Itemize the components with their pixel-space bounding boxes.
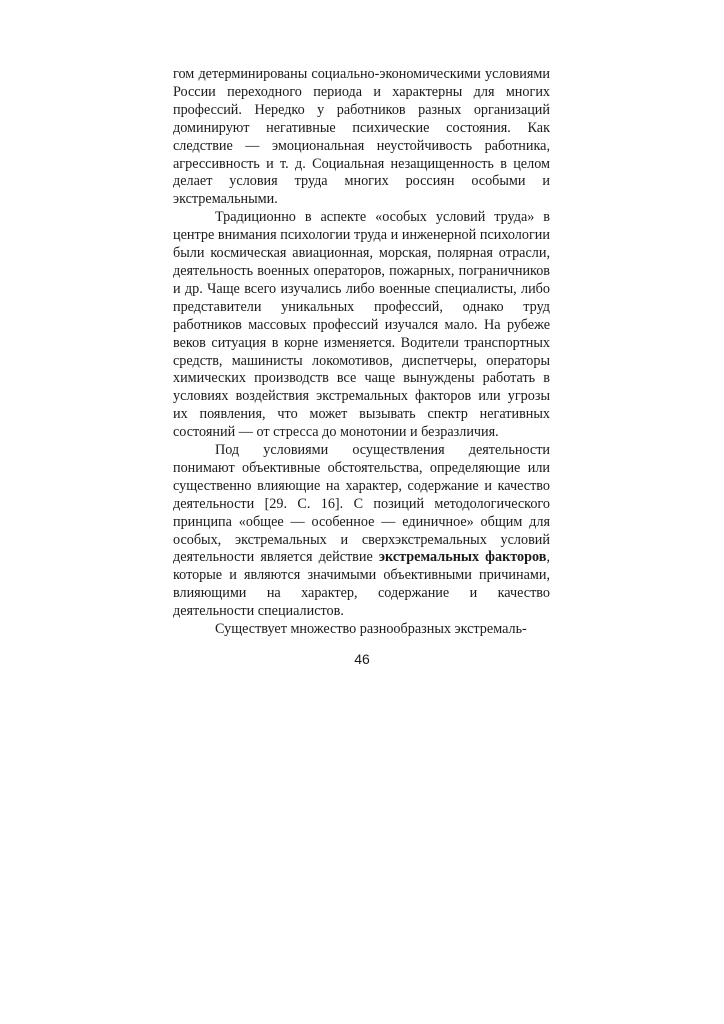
- paragraph-4: [173, 621, 550, 639]
- paragraph-2-text: Традиционно в аспекте «особых условий труда» в центре внимания психологии труда и инженерной психологии были космическая авиационная, морская, полярная отрасли, деятельность военных операторов, пожарных, пограничников и др. Чаще всего изучались либо военные специалисты, либо представители уникальных профессий, однако труд работников массовых профессий изучался мало. На рубеже веков ситуация в корне изменяется. Водители транспортных средств, машинисты локомотивов, диспетчеры, операторы химических производств все чаще вынуждены работать в условиях воздействия экстремальных факторов или угрозы их появления, что может вызывать спектр негативных состояний — от стресса до монотонии и безразличия.: [173, 209, 550, 441]
- paragraph-3-bold-term: экстремальных факторов: [378, 549, 547, 566]
- body-text: [173, 66, 550, 639]
- paragraph-3: [173, 442, 550, 621]
- paragraph-1: [173, 66, 550, 209]
- page-number: 46: [354, 651, 370, 667]
- paragraph-3-text-after: , которые и являются значимыми объективными причинами, влияющими на характер, содержание и качество деятельности специалистов.: [173, 549, 550, 620]
- paragraph-3-text-before: Под условиями осуществления деятельности понимают объективные обстоятельства, определяющие или существенно влияющие на характер, содержание и качество деятельности [29. С. 16]. С позиций методологического принципа «общее — особенное — единичное» общим для особых, экстремальных и сверхэкстремальных условий деятельности является действие: [173, 442, 550, 566]
- paragraph-2: [173, 209, 550, 442]
- paragraph-1-text: гом детерминированы социально-экономическими условиями России переходного периода и характерны для многих профессий. Нередко у работников разных организаций доминируют негативные психические состояния. Как следствие — эмоциональная неустойчивость работника, агрессивность и т. д. Социальная незащищенность в целом делает условия труда многих россиян особыми и экстремальными.: [173, 66, 550, 208]
- paragraph-4-text: Существует множество разнообразных экстремаль-: [215, 621, 527, 638]
